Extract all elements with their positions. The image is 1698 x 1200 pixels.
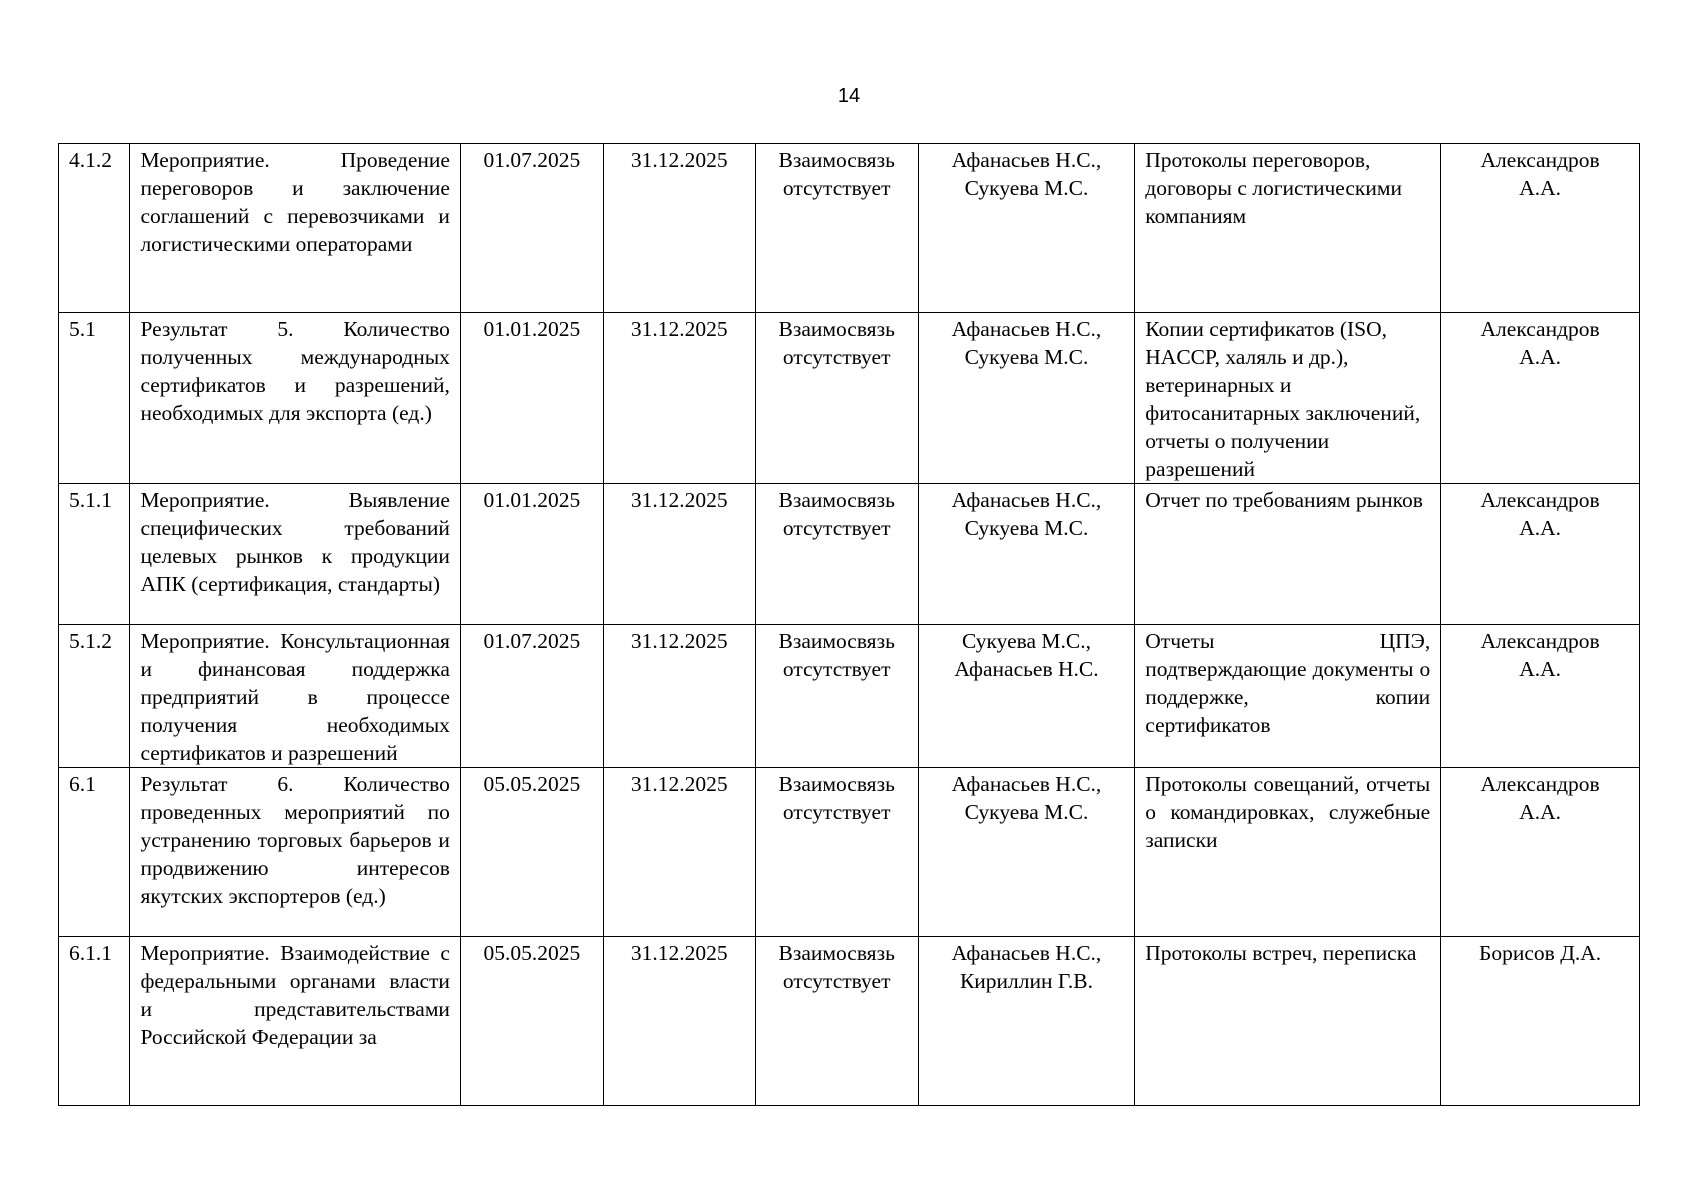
start-date: 05.05.2025	[460, 937, 603, 1106]
end-date: 31.12.2025	[603, 625, 755, 768]
table-row	[59, 484, 1640, 625]
end-date: 31.12.2025	[603, 937, 755, 1106]
responsible-persons: Афанасьев Н.С., Кириллин Г.В.	[918, 937, 1135, 1106]
row-number: 4.1.2	[59, 144, 130, 313]
relationship-cell: Взаимосвязь отсутствует	[755, 625, 918, 768]
responsible-persons: Сукуева М.С., Афанасьев Н.С.	[918, 625, 1135, 768]
confirming-documents: Отчет по требованиям рынков	[1135, 484, 1441, 625]
table-row	[59, 625, 1640, 768]
row-number: 5.1.2	[59, 625, 130, 768]
relationship-cell: Взаимосвязь отсутствует	[755, 937, 918, 1106]
row-number: 5.1.1	[59, 484, 130, 625]
responsible-persons: Афанасьев Н.С., Сукуева М.С.	[918, 484, 1135, 625]
start-date: 05.05.2025	[460, 768, 603, 937]
controller: Александров А.А.	[1441, 144, 1640, 313]
activity-description: Мероприятие. Проведение переговоров и заключение соглашений с перевозчиками и логистическими операторами	[130, 144, 460, 313]
table-row	[59, 768, 1640, 937]
table-row	[59, 937, 1640, 1106]
end-date: 31.12.2025	[603, 484, 755, 625]
action-plan-table	[58, 143, 1640, 1106]
confirming-documents: Протоколы переговоров, договоры с логистическими компаниям	[1135, 144, 1441, 313]
controller: Борисов Д.А.	[1441, 937, 1640, 1106]
confirming-documents: Протоколы совещаний, отчеты о командировках, служебные записки	[1135, 768, 1441, 937]
start-date: 01.07.2025	[460, 144, 603, 313]
controller: Александров А.А.	[1441, 313, 1640, 484]
start-date: 01.01.2025	[460, 484, 603, 625]
relationship-cell: Взаимосвязь отсутствует	[755, 313, 918, 484]
start-date: 01.07.2025	[460, 625, 603, 768]
row-number: 5.1	[59, 313, 130, 484]
page-number: 14	[837, 85, 861, 107]
activity-description: Результат 6. Количество проведенных мероприятий по устранению торговых барьеров и продвижению интересов якутских экспортеров (ед.)	[130, 768, 460, 937]
confirming-documents: Отчеты ЦПЭ, подтверждающие документы о поддержке, копии сертификатов	[1135, 625, 1441, 768]
activity-description: Мероприятие. Выявление специфических требований целевых рынков к продукции АПК (сертификация, стандарты)	[130, 484, 460, 625]
controller: Александров А.А.	[1441, 768, 1640, 937]
controller: Александров А.А.	[1441, 625, 1640, 768]
responsible-persons: Афанасьев Н.С., Сукуева М.С.	[918, 768, 1135, 937]
relationship-cell: Взаимосвязь отсутствует	[755, 484, 918, 625]
table-row	[59, 144, 1640, 313]
confirming-documents: Копии сертификатов (ISO, HACCP, халяль и др.), ветеринарных и фитосанитарных заключений, отчеты о получении разрешений	[1135, 313, 1441, 484]
activity-description: Мероприятие. Консультационная и финансовая поддержка предприятий в процессе получения необходимых сертификатов и разрешений	[130, 625, 460, 768]
controller: Александров А.А.	[1441, 484, 1640, 625]
activity-description: Мероприятие. Взаимодействие с федеральными органами власти и представительствами Российской Федерации за	[130, 937, 460, 1106]
row-number: 6.1	[59, 768, 130, 937]
activity-description: Результат 5. Количество полученных международных сертификатов и разрешений, необходимых для экспорта (ед.)	[130, 313, 460, 484]
responsible-persons: Афанасьев Н.С., Сукуева М.С.	[918, 144, 1135, 313]
relationship-cell: Взаимосвязь отсутствует	[755, 144, 918, 313]
end-date: 31.12.2025	[603, 313, 755, 484]
end-date: 31.12.2025	[603, 144, 755, 313]
table-row	[59, 313, 1640, 484]
responsible-persons: Афанасьев Н.С., Сукуева М.С.	[918, 313, 1135, 484]
end-date: 31.12.2025	[603, 768, 755, 937]
row-number: 6.1.1	[59, 937, 130, 1106]
relationship-cell: Взаимосвязь отсутствует	[755, 768, 918, 937]
confirming-documents: Протоколы встреч, переписка	[1135, 937, 1441, 1106]
start-date: 01.01.2025	[460, 313, 603, 484]
